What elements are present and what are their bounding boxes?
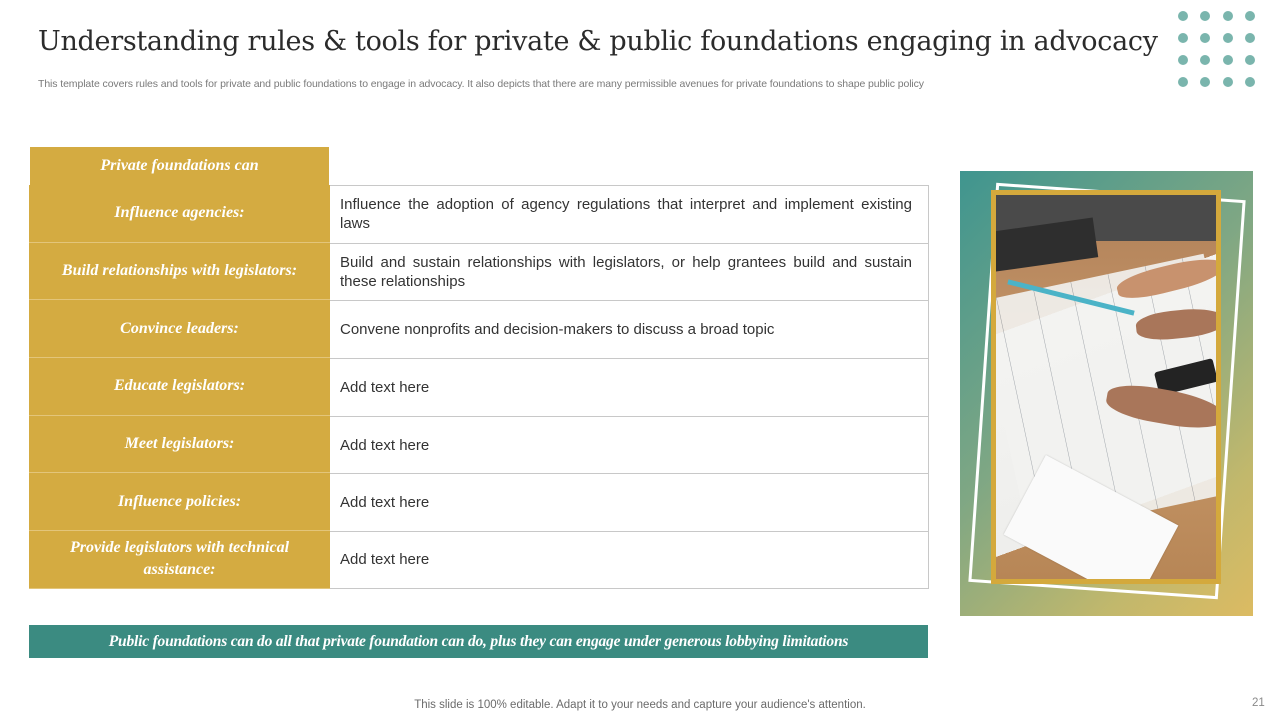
row-label: Influence policies: [29, 473, 330, 531]
dot [1223, 77, 1233, 87]
table-row [29, 531, 929, 589]
row-label: Educate legislators: [29, 358, 330, 416]
dot [1245, 77, 1255, 87]
row-label: Meet legislators: [29, 416, 330, 474]
row-value: Add text here [330, 531, 929, 589]
blueprint-photo [991, 190, 1221, 584]
dot [1200, 55, 1210, 65]
page-number: 21 [1252, 697, 1265, 709]
foundations-table [29, 185, 929, 589]
dot [1200, 77, 1210, 87]
dot [1178, 11, 1188, 21]
table-row [29, 243, 929, 301]
row-value: Build and sustain relationships with legislators, or help grantees build and sustain these relationships [330, 243, 929, 301]
row-label: Convince leaders: [29, 300, 330, 358]
dot [1178, 55, 1188, 65]
dot [1178, 33, 1188, 43]
row-label: Provide legislators with technical assistance: [29, 531, 330, 589]
dot [1245, 55, 1255, 65]
editable-note: This slide is 100% editable. Adapt it to your needs and capture your audience's attention. [414, 699, 866, 711]
dot [1200, 33, 1210, 43]
row-label: Influence agencies: [29, 185, 330, 243]
row-value: Convene nonprofits and decision-makers to discuss a broad topic [330, 300, 929, 358]
row-value: Add text here [330, 473, 929, 531]
table-row [29, 300, 929, 358]
dot [1245, 11, 1255, 21]
laptop-shape [991, 218, 1098, 273]
table-row [29, 473, 929, 531]
table-row [29, 358, 929, 416]
dot-grid-icon [1178, 11, 1255, 87]
dot [1178, 77, 1188, 87]
row-value: Add text here [330, 416, 929, 474]
dot [1223, 33, 1233, 43]
table-header: Private foundations can [30, 147, 329, 185]
public-foundations-banner: Public foundations can do all that private foundation can do, plus they can engage under generous lobbying limitations [29, 625, 928, 658]
row-label: Build relationships with legislators: [29, 243, 330, 301]
table-row [29, 185, 929, 243]
dot [1200, 11, 1210, 21]
row-value: Influence the adoption of agency regulations that interpret and implement existing laws [330, 185, 929, 243]
slide-subtitle: This template covers rules and tools for private and public foundations to engage in advocacy. It also depicts that there are many permissible avenues for private foundations to shape public policy [38, 78, 924, 90]
dot [1223, 55, 1233, 65]
table-row [29, 416, 929, 474]
image-panel [960, 171, 1253, 616]
dot [1223, 11, 1233, 21]
dot [1245, 33, 1255, 43]
slide-title: Understanding rules & tools for private & public foundations engaging in advocacy [38, 26, 1158, 57]
row-value: Add text here [330, 358, 929, 416]
